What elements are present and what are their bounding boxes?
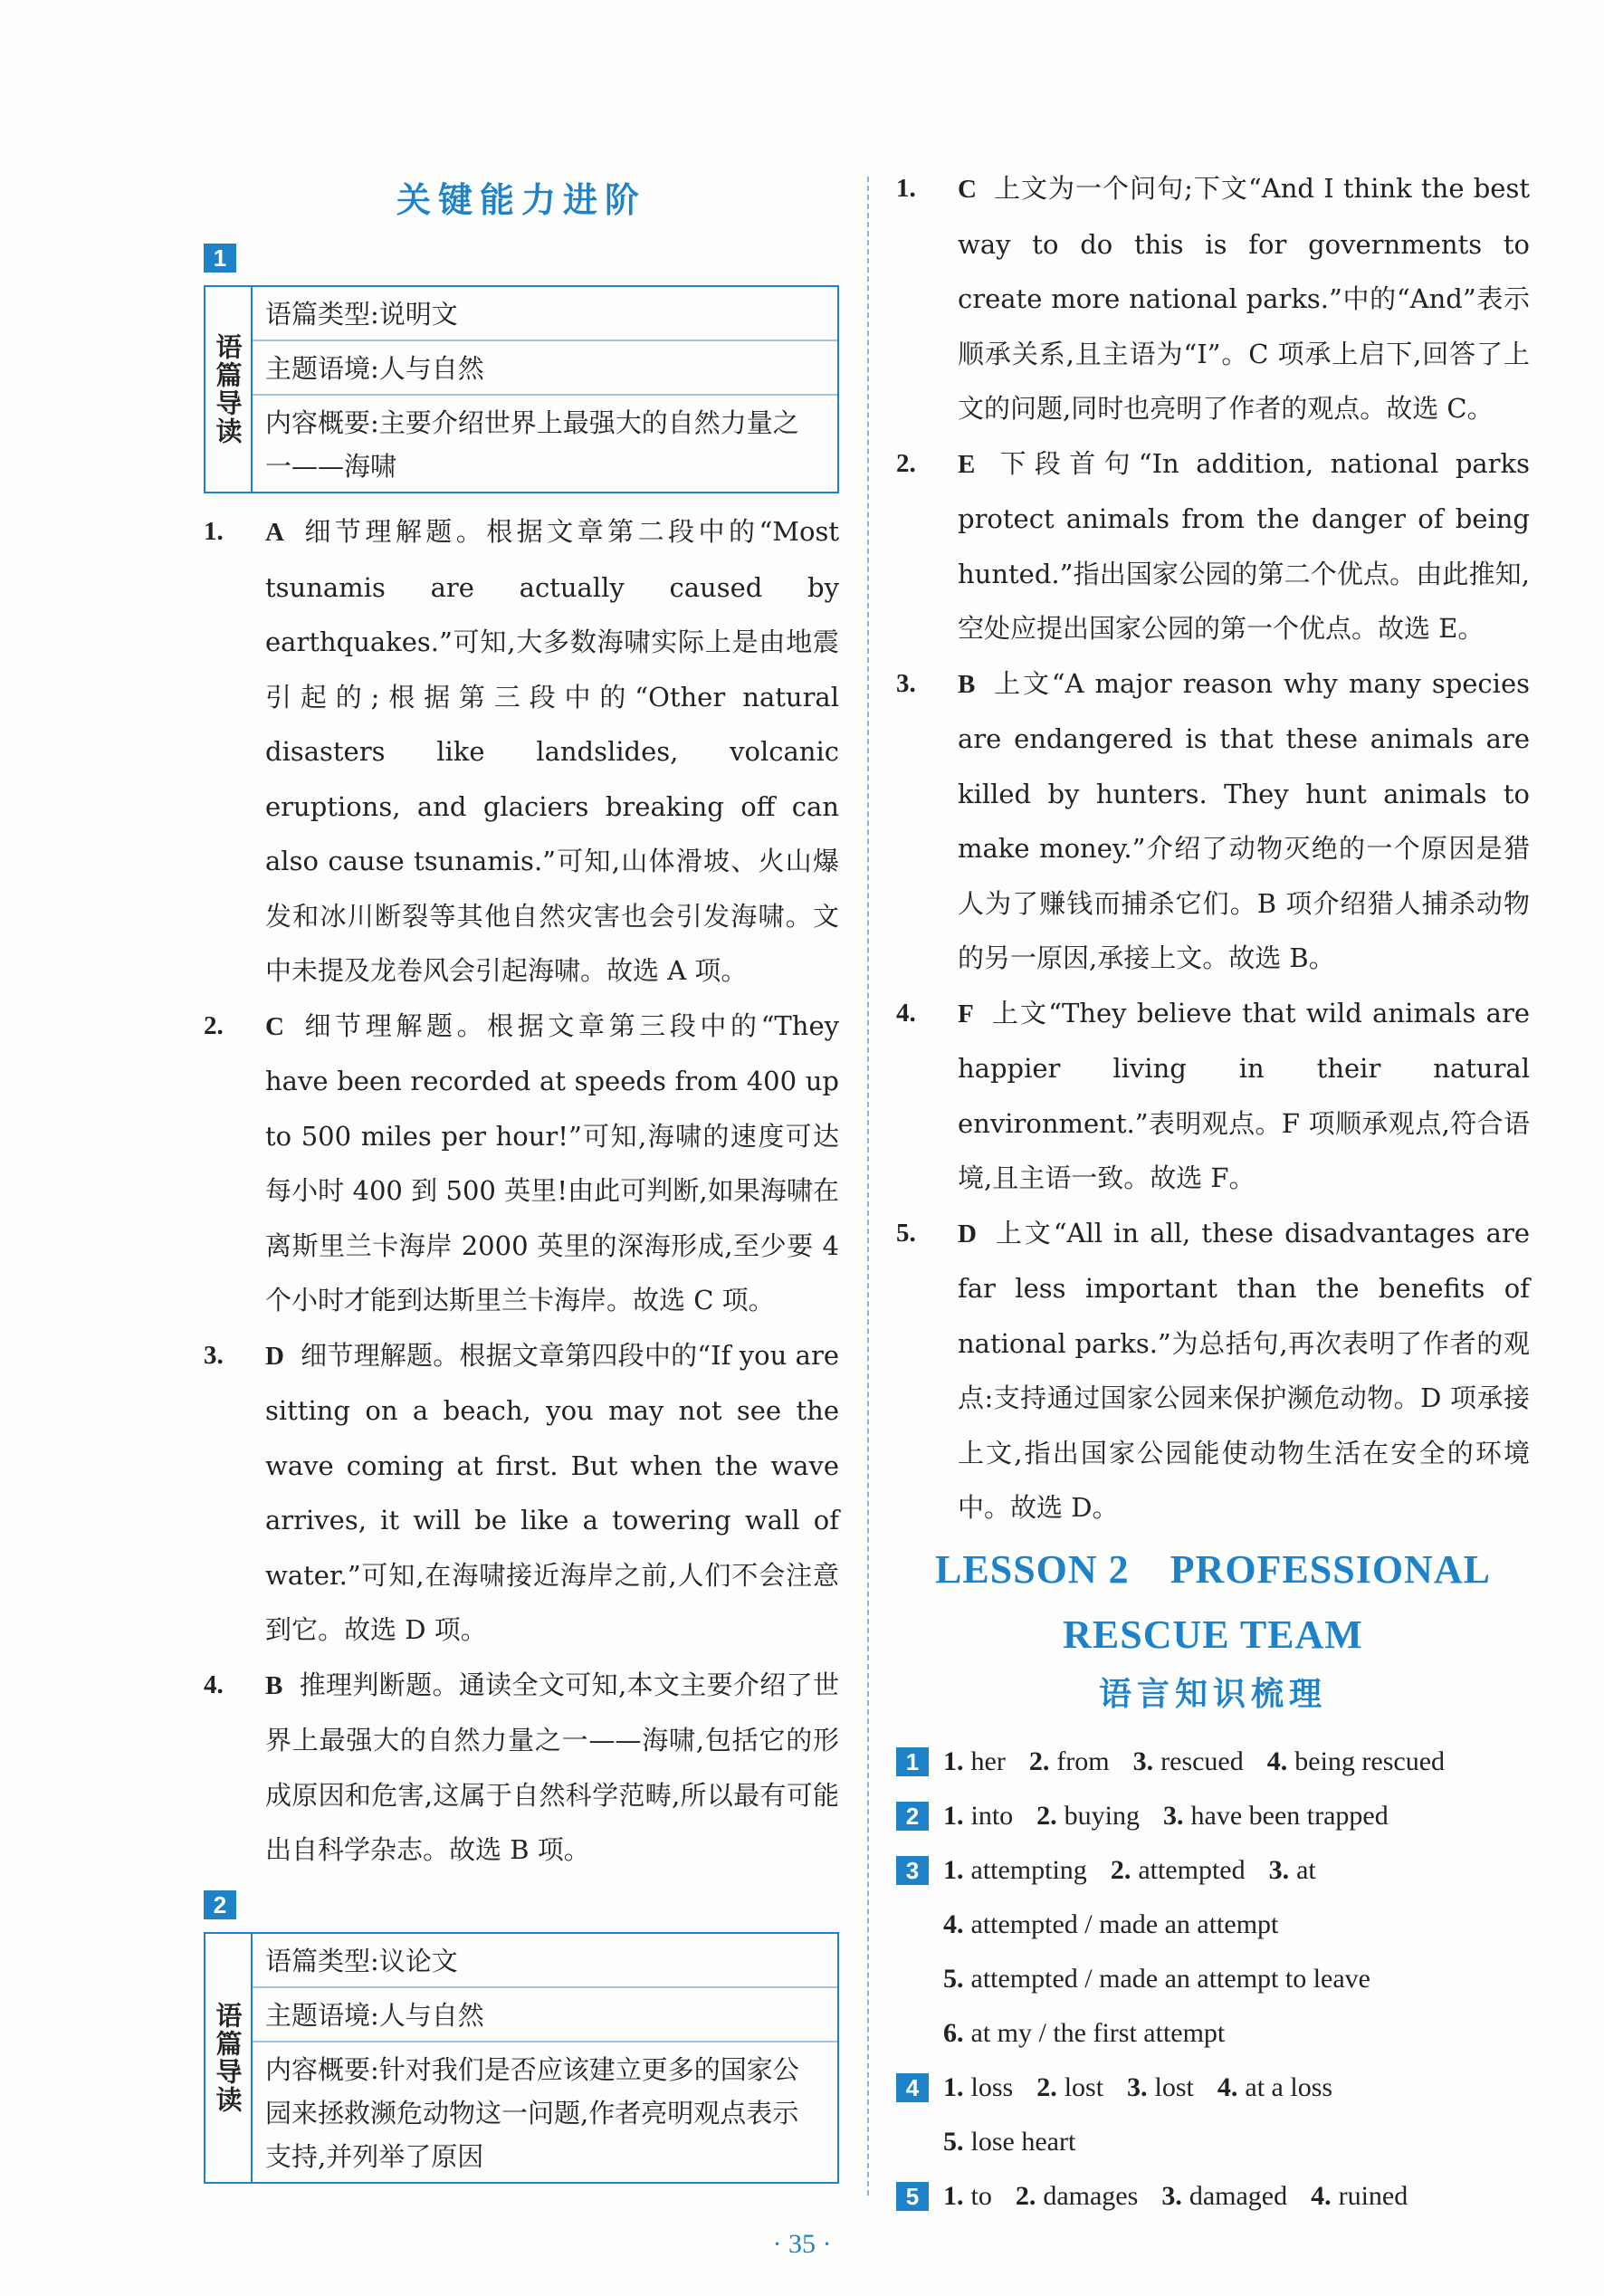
vocab-row (896, 2169, 1530, 2224)
vocab-item (1127, 2061, 1194, 2115)
vocab-item (1217, 2061, 1332, 2115)
answer-item (896, 1206, 1530, 1535)
vocab-item-number: 6. (943, 2017, 964, 2048)
vocab-item-text: attempted / made an attempt to leave (970, 1963, 1370, 1994)
vocab-item-text: from (1056, 1746, 1110, 1776)
vocab-item (943, 1952, 1370, 2006)
vocab-item-text: rescued (1160, 1746, 1244, 1776)
vocab-badge: 3 (896, 1856, 929, 1885)
vocab-row (896, 1898, 1530, 1952)
vocab-item-text: at my / the first attempt (970, 2017, 1226, 2048)
explanation-text: 细节理解题。根据文章第二段中的“Most tsunamis are actually caused by earthquakes.”可知,大多数海啸实际上是由地震引起的;根据第三段中的“Other natural disasters like landslides, volcanic eruptions, and glaciers breaking off can also cause tsunamis.”可知,山体滑坡、火山爆发和冰川断裂等其他自然灾害也会引发海啸。文中未提及龙卷风会引起海啸。故选 A 项。 (265, 516, 839, 986)
vocab-item-number: 3. (1161, 2180, 1182, 2211)
vocab-item-text: into (970, 1800, 1014, 1831)
explanation-text: 上文“A major reason why many species are endangered is that these animals are killed by hunters. They hunt animals to make money.”介绍了动物灭绝的一个原因是猎人为了赚钱而捕杀它们。B 项介绍猎人捕杀动物的另一原因,承接上文。故选 B。 (958, 667, 1530, 973)
vocab-item-text: her (970, 1746, 1006, 1776)
vocab-item-number: 1. (943, 2180, 964, 2211)
vocab-item-number: 1. (943, 1854, 964, 1885)
vocab-item (1016, 2169, 1138, 2224)
vocab-item (943, 1843, 1087, 1898)
summary-side-label: 语篇导读 (212, 333, 243, 445)
passage-badge-2: 2 (204, 1890, 236, 1919)
vocab-item-number: 3. (1132, 1746, 1154, 1776)
vocab-badge: 1 (896, 1747, 929, 1776)
vocab-item (1029, 1735, 1110, 1789)
vocab-item-text: damages (1043, 2180, 1139, 2211)
summary-row: 语篇类型:议论文 (253, 1934, 837, 1988)
vocab-item (1133, 1735, 1244, 1789)
vocab-row (896, 2115, 1530, 2169)
vocab-item-text: loss (970, 2071, 1014, 2102)
vocab-item-text: lose heart (970, 2126, 1076, 2157)
vocab-item-number: 2. (1036, 2071, 1057, 2102)
vocab-item-text: being rescued (1294, 1746, 1446, 1776)
answer-item (204, 504, 839, 999)
answer-item (896, 656, 1530, 986)
vocab-badge: 2 (896, 1802, 929, 1831)
vocab-item-text: at (1296, 1854, 1316, 1885)
vocab-item (1269, 1843, 1316, 1898)
vocab-row (896, 1843, 1530, 1898)
vocab-item-number: 4. (1266, 1746, 1288, 1776)
answer-item (204, 999, 839, 1328)
answer-item (896, 161, 1530, 436)
question-number: 3. (896, 668, 916, 698)
page-number: · 35 · (772, 2229, 832, 2259)
summary-row: 内容概要:主要介绍世界上最强大的自然力量之一——海啸 (265, 407, 799, 482)
vocab-item-text: buying (1064, 1800, 1141, 1831)
vocab-item-number: 3. (1268, 1854, 1290, 1885)
summary-row: 主题语境:人与自然 (253, 341, 837, 396)
question-number: 2. (204, 1010, 224, 1040)
passage-2-answers (896, 161, 1530, 1535)
vocab-item-number: 5. (943, 2126, 964, 2157)
answer-letter: D (265, 1341, 284, 1371)
passage-1-answers (204, 504, 839, 1878)
answer-letter: F (958, 999, 974, 1028)
question-number: 1. (896, 174, 916, 203)
summary-side-label: 语篇导读 (212, 2001, 243, 2114)
vocabulary-answers (896, 1735, 1530, 2224)
vocab-item (1267, 1735, 1445, 1789)
question-number: 4. (204, 1669, 224, 1699)
passage-summary-1 (204, 285, 839, 493)
passage-badge-1: 1 (204, 244, 236, 273)
vocab-item-text: damaged (1189, 2180, 1288, 2211)
vocab-item (943, 2115, 1075, 2169)
vocab-item (1036, 2061, 1103, 2115)
answer-item (204, 1328, 839, 1658)
vocab-item-number: 5. (943, 1963, 964, 1994)
answer-letter: A (265, 518, 284, 547)
vocab-item-number: 2. (1015, 2180, 1036, 2211)
left-column (204, 163, 839, 2195)
vocab-item (943, 1735, 1006, 1789)
vocab-item (943, 1898, 1278, 1952)
explanation-text: 上文“All in all, these disadvantages are far less important than the benefits of national parks.”为总括句,再次表明了作者的观点:支持通过国家公园来保护濒危动物。D 项承接上文,指出国家公园能使动物生活在安全的环境中。故选 D。 (958, 1217, 1530, 1523)
vocab-item-number: 3. (1163, 1800, 1184, 1831)
vocab-row (896, 2006, 1530, 2061)
answer-letter: B (265, 1670, 283, 1700)
vocab-item-number: 1. (943, 1746, 964, 1776)
explanation-text: 下段首句“In addition, national parks protect animals from the danger of being hunted.”指出国家公园的第二个优点。由此推知,空处应提出国家公园的第一个优点。故选 E。 (958, 447, 1530, 644)
vocab-badge: 4 (896, 2073, 929, 2102)
vocab-item-number: 1. (943, 1800, 964, 1831)
vocab-item (943, 2006, 1225, 2061)
answer-letter: C (265, 1011, 284, 1041)
vocab-item (1111, 1843, 1246, 1898)
summary-row: 主题语境:人与自然 (253, 1988, 837, 2042)
vocab-item-number: 4. (1217, 2071, 1238, 2102)
vocab-item-text: at a loss (1245, 2071, 1333, 2102)
summary-row: 内容概要:针对我们是否应该建立更多的国家公园来拯救濒危动物这一问题,作者亮明观点表示支持,并列举了原因 (265, 2053, 799, 2172)
passage-summary-2 (204, 1932, 839, 2184)
question-number: 4. (896, 998, 916, 1028)
lesson-title: LESSON 2 PROFESSIONAL (935, 1546, 1491, 1592)
summary-row: 语篇类型:说明文 (253, 287, 837, 341)
answer-letter: C (958, 175, 977, 204)
vocab-item-number: 3. (1127, 2071, 1148, 2102)
column-divider (867, 177, 869, 2196)
vocab-item (943, 2061, 1013, 2115)
vocab-item-number: 2. (1036, 1800, 1057, 1831)
vocab-item-text: to (970, 2180, 992, 2211)
explanation-text: 细节理解题。根据文章第四段中的“If you are sitting on a beach, you may not see the wave coming at first. But when the wave arrives, it will be like a towering wall of water.”可知,在海啸接近海岸之前,人们不会注意到它。故选 D 项。 (265, 1339, 839, 1645)
vocab-item (1163, 1789, 1389, 1843)
question-number: 1. (204, 517, 224, 546)
section-title: 关键能力进阶 (396, 180, 646, 220)
vocab-item-number: 1. (943, 2071, 964, 2102)
vocab-row (896, 2061, 1530, 2115)
vocab-row (896, 1952, 1530, 2006)
vocab-item-text: lost (1064, 2071, 1104, 2102)
answer-item (204, 1658, 839, 1878)
vocab-item-number: 2. (1028, 1746, 1050, 1776)
vocab-item-text: ruined (1338, 2180, 1408, 2211)
explanation-text: 上文为一个问句;下文“And I think the best way to do this is for governments to create more national parks.”中的“And”表示顺承关系,且主语为“I”。C 项承上启下,回答了上文的问题,同时也亮明了作者的观点。故选 C。 (958, 173, 1530, 424)
vocab-row (896, 1789, 1530, 1843)
vocab-item-text: attempted / made an attempt (970, 1909, 1279, 1939)
question-number: 5. (896, 1218, 916, 1248)
right-column (896, 161, 1530, 2224)
answer-item (896, 986, 1530, 1206)
explanation-text: 细节理解题。根据文章第三段中的“They have been recorded at speeds from 400 up to 500 miles per hour!”可知,海啸的速度可达每小时 400 到 500 英里!由此可判断,如果海啸在离斯里兰卡海岸 2000 英里的深海形成,至少要 4 个小时才能到达斯里兰卡海岸。故选 C 项。 (265, 1009, 839, 1315)
vocab-row (896, 1735, 1530, 1789)
vocab-item-number: 4. (943, 1909, 964, 1939)
answer-letter: D (958, 1219, 977, 1248)
language-knowledge-title: 语言知识梳理 (1098, 1675, 1327, 1713)
vocab-item (1036, 1789, 1140, 1843)
explanation-text: 上文“They believe that wild animals are happier living in their natural environment.”表明观点。F 项顺承观点,符合语境,且主语一致。故选 F。 (958, 997, 1530, 1193)
vocab-item-text: have been trapped (1190, 1800, 1389, 1831)
question-number: 3. (204, 1340, 224, 1370)
vocab-item-text: attempted (1138, 1854, 1246, 1885)
vocab-item-text: attempting (970, 1854, 1087, 1885)
vocab-item (943, 2169, 992, 2224)
lesson-title-line2: RESCUE TEAM (1063, 1612, 1363, 1657)
answer-item (896, 436, 1530, 656)
vocab-item-number: 2. (1110, 1854, 1131, 1885)
answer-letter: E (958, 449, 976, 479)
vocab-item (1161, 2169, 1287, 2224)
vocab-badge: 5 (896, 2182, 929, 2211)
answer-letter: B (958, 669, 976, 699)
vocab-item (943, 1789, 1013, 1843)
vocab-item-number: 4. (1311, 2180, 1332, 2211)
vocab-item (1311, 2169, 1408, 2224)
vocab-item-text: lost (1154, 2071, 1194, 2102)
question-number: 2. (896, 448, 916, 478)
explanation-text: 推理判断题。通读全文可知,本文主要介绍了世界上最强大的自然力量之一——海啸,包括它的形成原因和危害,这属于自然科学范畴,所以最有可能出自科学杂志。故选 B 项。 (265, 1669, 839, 1865)
